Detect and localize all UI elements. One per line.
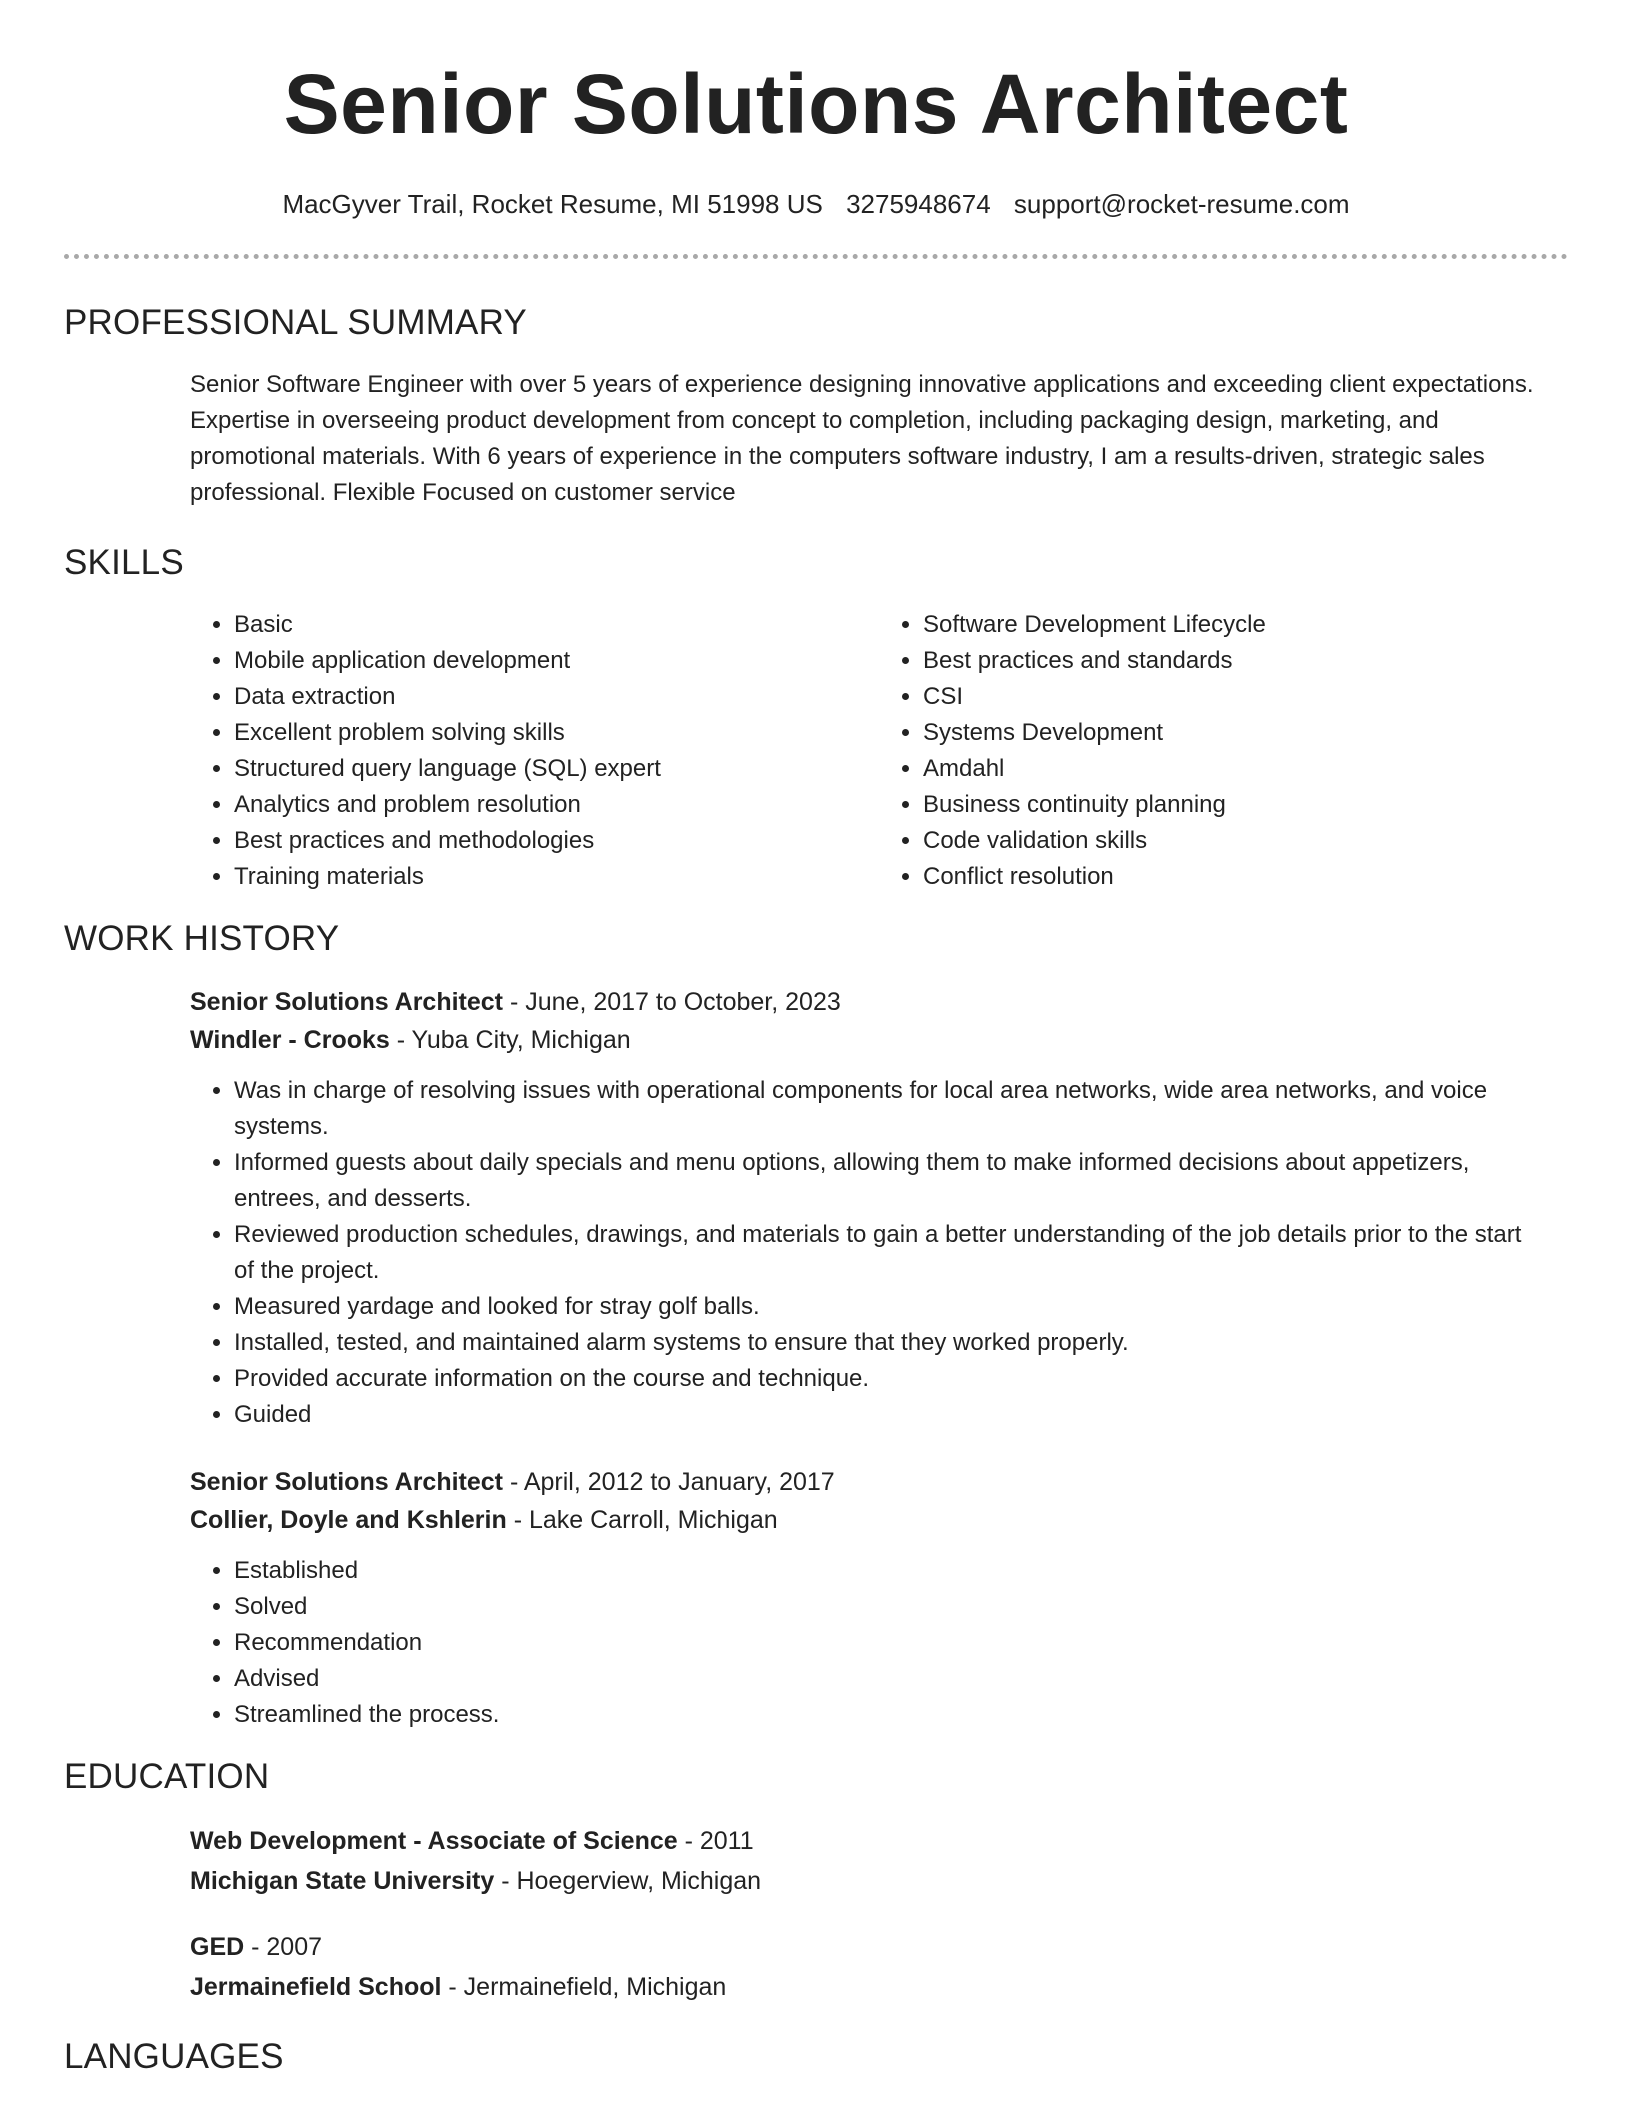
education-degree: GED: [190, 1933, 245, 1961]
job-bullet: • Guided: [234, 1397, 1548, 1433]
section-title-work-history: WORK HISTORY: [64, 919, 340, 958]
job-bullet: • Reviewed production schedules, drawings, and materials to gain a better understanding of the job details prior to the start of the project.: [234, 1217, 1548, 1289]
skills-column-left: [190, 607, 879, 895]
job-bullets: [190, 1553, 1568, 1733]
education-year: - 2007: [244, 1933, 323, 1961]
skill-item: • Basic: [234, 607, 879, 643]
job-bullet: • Informed guests about daily specials and menu options, allowing them to make informed decisions about appetizers, entrees, and desserts.: [234, 1145, 1548, 1217]
education-location: - Hoegerview, Michigan: [494, 1867, 762, 1895]
skill-item: • Software Development Lifecycle: [923, 607, 1568, 643]
job-dates: - April, 2012 to January, 2017: [503, 1468, 835, 1496]
job-role-line: [190, 1463, 1568, 1501]
skill-item: • Training materials: [234, 859, 879, 895]
summary-text: Senior Software Engineer with over 5 years of experience designing innovative applications and exceeding client expectations. Expertise in overseeing product development from concept to completion, including packaging design, marketing, and promotional materials. With 6 years of experience in the computers software industry, I am a results-driven, strategic sales professional. Flexible Focused on customer service: [190, 371, 1534, 506]
job-bullet: • Measured yardage and looked for stray golf balls.: [234, 1289, 1548, 1325]
job-bullet: • Installed, tested, and maintained alarm systems to ensure that they worked properly.: [234, 1325, 1548, 1361]
skill-item: • Amdahl: [923, 751, 1568, 787]
skills-column-right: [879, 607, 1568, 895]
education-school-line: [190, 1967, 1568, 2007]
skill-item: • Systems Development: [923, 715, 1568, 751]
education-degree-line: [190, 1927, 1568, 1967]
education-degree-line: [190, 1821, 1568, 1861]
contact-line: [64, 188, 1568, 220]
education-entry: [190, 1927, 1568, 2007]
job-company-line: [190, 1501, 1568, 1539]
education-school: Jermainefield School: [190, 1973, 442, 2001]
job-bullet: • Established: [234, 1553, 1548, 1589]
job-company-line: [190, 1021, 1568, 1059]
job-bullets: [190, 1073, 1568, 1433]
skill-item: • Business continuity planning: [923, 787, 1568, 823]
section-title-languages: LANGUAGES: [64, 2037, 284, 2076]
skills-grid: [190, 607, 1568, 895]
contact-email[interactable]: support@rocket-resume.com: [1013, 189, 1350, 219]
skill-item: • Conflict resolution: [923, 859, 1568, 895]
job-role: Senior Solutions Architect: [190, 1468, 504, 1496]
education-degree: Web Development - Associate of Science: [190, 1827, 678, 1855]
section-title-summary: PROFESSIONAL SUMMARY: [64, 303, 527, 342]
section-title-education: EDUCATION: [64, 1757, 270, 1796]
education-entry: [190, 1821, 1568, 1901]
contact-address: MacGyver Trail, Rocket Resume, MI 51998 US: [282, 189, 823, 219]
skill-item: • Structured query language (SQL) expert: [234, 751, 879, 787]
education-location: - Jermainefield, Michigan: [441, 1973, 727, 2001]
job-bullet: • Was in charge of resolving issues with operational components for local area networks, wide area networks, and voice systems.: [234, 1073, 1548, 1145]
skill-item: • Mobile application development: [234, 643, 879, 679]
job-bullet: • Provided accurate information on the course and technique.: [234, 1361, 1548, 1397]
header-divider: [64, 254, 1568, 259]
job-entry: [190, 983, 1568, 1433]
skill-item: • Excellent problem solving skills: [234, 715, 879, 751]
education-school: Michigan State University: [190, 1867, 495, 1895]
skill-item: • Best practices and methodologies: [234, 823, 879, 859]
job-dates: - June, 2017 to October, 2023: [503, 988, 841, 1016]
job-bullet: • Advised: [234, 1661, 1548, 1697]
contact-phone: 3275948674: [846, 189, 991, 219]
education-year: - 2011: [677, 1827, 754, 1855]
skill-item: • Best practices and standards: [923, 643, 1568, 679]
resume-title: Senior Solutions Architect: [283, 57, 1349, 151]
section-title-skills: SKILLS: [64, 543, 184, 582]
education-school-line: [190, 1861, 1568, 1901]
skill-item: • CSI: [923, 679, 1568, 715]
job-company: Collier, Doyle and Kshlerin: [190, 1506, 507, 1534]
skill-item: • Analytics and problem resolution: [234, 787, 879, 823]
job-entry: [190, 1463, 1568, 1733]
job-bullet: • Recommendation: [234, 1625, 1548, 1661]
job-location: - Lake Carroll, Michigan: [506, 1506, 778, 1534]
job-role-line: [190, 983, 1568, 1021]
job-role: Senior Solutions Architect: [190, 988, 504, 1016]
job-company: Windler - Crooks: [190, 1026, 390, 1054]
job-location: - Yuba City, Michigan: [389, 1026, 631, 1054]
job-bullet: • Solved: [234, 1589, 1548, 1625]
job-bullet: • Streamlined the process.: [234, 1697, 1548, 1733]
skill-item: • Data extraction: [234, 679, 879, 715]
skill-item: • Code validation skills: [923, 823, 1568, 859]
